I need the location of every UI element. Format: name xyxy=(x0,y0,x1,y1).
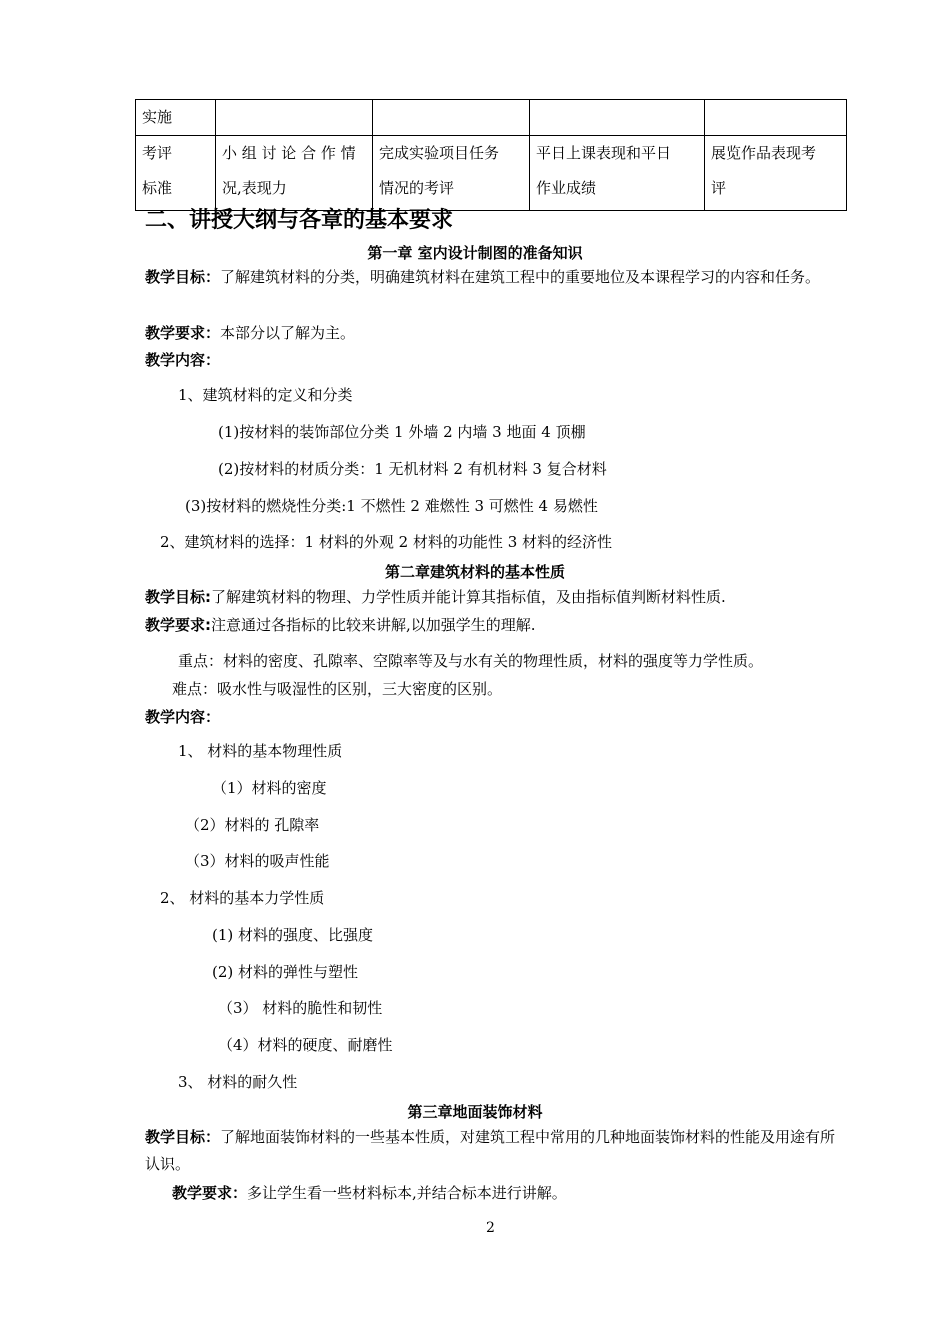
list-item: (2)按材料的材质分类：1 无机材料 2 有机材料 3 复合材料 xyxy=(218,460,607,478)
list-item: (1) 材料的强度、比强度 xyxy=(212,926,374,944)
table-cell: 完成实验项目任务 情况的考评 xyxy=(373,136,530,211)
chapter-3-requirement: 教学要求：多让学生看一些材料标本,并结合标本进行讲解。 xyxy=(172,1184,567,1202)
list-item: 3、 材料的耐久性 xyxy=(178,1073,298,1091)
list-item: （3）材料的吸声性能 xyxy=(185,852,330,870)
table-row-implement xyxy=(136,100,847,136)
table-cell: 平日上课表现和平日 作业成绩 xyxy=(530,136,705,211)
list-item: 2、建筑材料的选择：1 材料的外观 2 材料的功能性 3 材料的经济性 xyxy=(160,533,613,551)
chapter-2-content-label: 教学内容： xyxy=(145,708,221,726)
chapter-2-goal: 教学目标:了解建筑材料的物理、力学性质并能计算其指标值，及由指标值判断材料性质. xyxy=(145,588,726,606)
list-item: （4）材料的硬度、耐磨性 xyxy=(218,1036,393,1054)
section-title: 二、讲授大纲与各章的基本要求 xyxy=(145,208,454,233)
chapter-2-title: 第二章建筑材料的基本性质 xyxy=(384,563,565,581)
chapter-3-goal: 教学目标：了解地面装饰材料的一些基本性质，对建筑工程中常用的几种地面装饰材料的性能及用途有所认识。 xyxy=(145,1128,836,1173)
row-label-implement: 实施 xyxy=(136,100,216,136)
list-item: (3)按材料的燃烧性分类:1 不燃性 2 难燃性 3 可燃性 4 易燃性 xyxy=(185,497,598,515)
list-item: （1）材料的密度 xyxy=(212,779,327,797)
table-cell: 展览作品表现考 评 xyxy=(705,136,847,211)
chapter-2-difficulty: 难点：吸水性与吸湿性的区别，三大密度的区别。 xyxy=(172,680,503,698)
page-number: 2 xyxy=(486,1220,495,1236)
table-cell xyxy=(216,100,373,136)
chapter-1-content-label: 教学内容： xyxy=(145,351,221,369)
list-item: (2) 材料的弹性与塑性 xyxy=(212,963,359,981)
table-row-standard xyxy=(136,136,847,211)
list-item: 1、建筑材料的定义和分类 xyxy=(178,386,353,404)
table-cell xyxy=(705,100,847,136)
chapter-1-goal: 教学目标：了解建筑材料的分类，明确建筑材料在建筑工程中的重要地位及本课程学习的内容和任务。 xyxy=(145,268,821,286)
assessment-table xyxy=(135,99,847,211)
chapter-1-requirement: 教学要求：本部分以了解为主。 xyxy=(145,324,356,342)
chapter-2-key-point: 重点：材料的密度、孔隙率、空隙率等及与水有关的物理性质，材料的强度等力学性质。 xyxy=(178,652,764,670)
table-cell xyxy=(373,100,530,136)
table-cell: 小 组 讨 论 合 作 情 况,表现力 xyxy=(216,136,373,211)
list-item: （3） 材料的脆性和韧性 xyxy=(218,999,383,1017)
list-item: 2、 材料的基本力学性质 xyxy=(160,889,325,907)
list-item: (1)按材料的装饰部位分类 1 外墙 2 内墙 3 地面 4 顶棚 xyxy=(218,423,586,441)
chapter-1-title: 第一章 室内设计制图的准备知识 xyxy=(367,244,583,262)
list-item: （2）材料的 孔隙率 xyxy=(185,816,320,834)
table-cell xyxy=(530,100,705,136)
row-label-standard: 考评 标准 xyxy=(136,136,216,211)
list-item: 1、 材料的基本物理性质 xyxy=(178,742,343,760)
chapter-3-title: 第三章地面装饰材料 xyxy=(407,1103,543,1121)
chapter-2-requirement: 教学要求:注意通过各指标的比较来讲解,以加强学生的理解. xyxy=(145,616,536,634)
